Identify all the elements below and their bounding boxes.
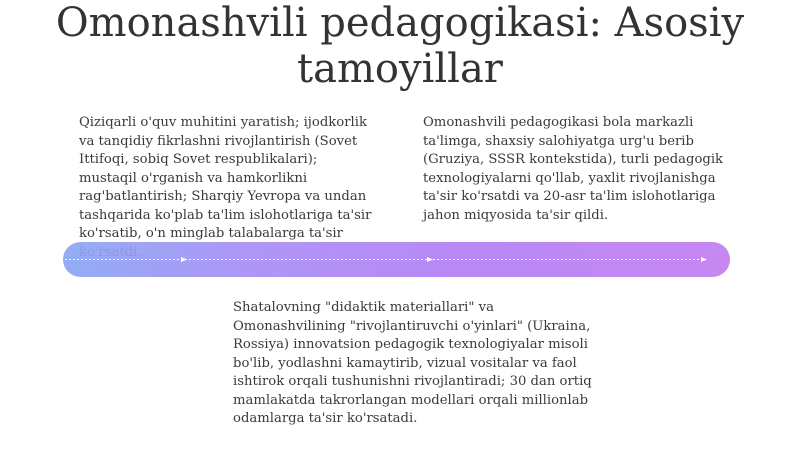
timeline-arrow-line [63, 242, 730, 277]
text-block-bottom: Shatalovning "didaktik materiallari" va Omonashvilining "rivojlantiruvchi o'yinlari" (Ukraina, Rossiya) innovatsion pedagogik texnologiyalar misoli bo'lib, yodlashni kamaytirib, vizual vositalar va faol ishtirok orqali tushunishni rivojlantiradi; 30 dan ortiq mamlakatda takrorlangan modellari orqali millionlab odamlarga ta'sir ko'rsatadi. [233, 300, 592, 426]
page-title: Omonashvili pedagogikasi: Asosiy tamoyillar [55, 0, 745, 92]
timeline-bar [63, 242, 730, 277]
arrow-icon [181, 257, 187, 262]
text-block-right: Omonashvili pedagogikasi bola markazli ta'limga, shaxsiy salohiyatga urg'u berib (Gruziya, SSSR kontekstida), turli pedagogik texnologiyalarni qo'llab, yaxlit rivojlanishga ta'sir ko'rsatdi va 20-asr ta'lim islohotlariga jahon miqyosida ta'sir qildi. [423, 115, 724, 223]
arrow-icon [427, 257, 433, 262]
arrow-icon [701, 257, 707, 262]
text-block-left: Qiziqarli o'quv muhitini yaratish; ijodkorlik va tanqidiy fikrlashni rivojlantirish (Sovet Ittifoqi, sobiq Sovet respublikalari); mustaqil o'rganish va hamkorlikni rag'batlantirish; Sharqiy Yevropa va undan tashqarida ko'plab ta'lim islohotlariga ta'sir ko'rsatib, o'n minglab talabalarga ta'sir [79, 115, 372, 241]
